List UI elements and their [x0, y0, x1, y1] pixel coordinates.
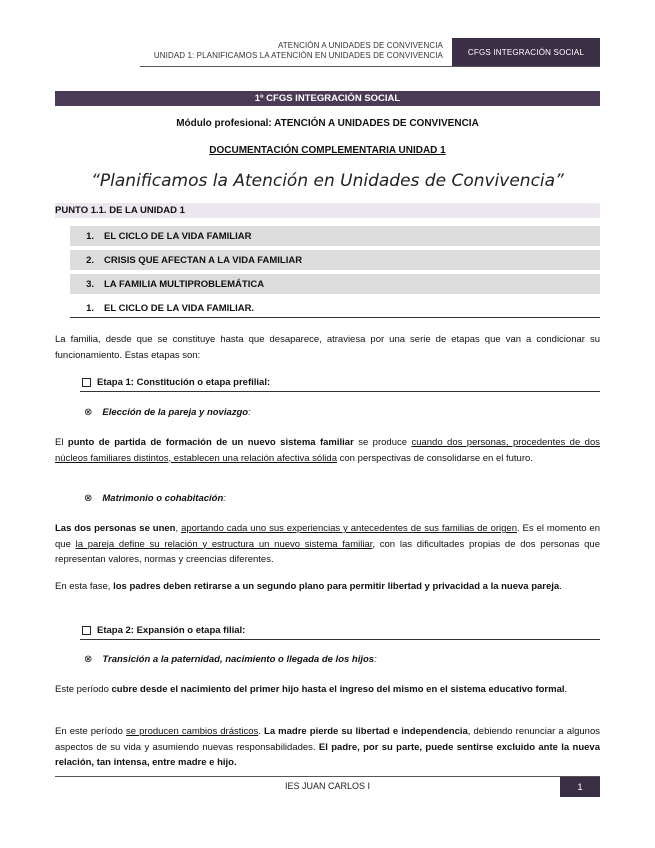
subheading-1: ⊗ Elección de la pareja y noviazgo :: [84, 407, 251, 418]
subheading-1-label: Elección de la pareja y noviazgo: [102, 407, 249, 418]
main-title: “Planificamos la Atención en Unidades de Convivencia”: [91, 171, 564, 191]
text-run-bold: los padres deben retirarse a un segundo plano para permitir libertad y privacidad a la nueva pareja: [113, 581, 560, 592]
toc-label: EL CICLO DE LA VIDA FAMILIAR: [104, 230, 252, 242]
etapa-1-label: Etapa 1: Constitución o etapa prefilial:: [97, 376, 271, 388]
toc-item-2: [70, 250, 600, 270]
footer-divider: [55, 776, 600, 777]
text-run-underlined: cuando dos personas, procedentes de dos núcleos familiares distintos, establecen una relación afectiva sólida: [55, 437, 600, 464]
paragraph-3: [55, 579, 600, 595]
header-line-2: UNIDAD 1: PLANIFICAMOS LA ATENCIÓN EN UNIDADES DE CONVIVENCIA: [153, 51, 443, 60]
etapa-2-divider: [80, 639, 600, 640]
etapa-1-divider: [80, 391, 600, 392]
etapa-2-label: Etapa 2: Expansión o etapa filial:: [97, 624, 246, 636]
doc-title: DOCUMENTACIÓN COMPLEMENTARIA UNIDAD 1: [209, 145, 446, 156]
text-run: con perspectivas de consolidarse en el futuro.: [337, 452, 533, 464]
circled-x-icon: ⊗: [84, 493, 93, 504]
text-run-underlined: se producen cambios drásticos: [126, 726, 259, 737]
course-band: 1º CFGS INTEGRACIÓN SOCIAL: [55, 91, 600, 106]
text-run: En este período: [55, 726, 127, 737]
text-run-underlined: aportando cada uno sus experiencias y antecedentes de sus familias de origen: [181, 523, 517, 534]
text-run: , con las dificultades propias de dos personas que representan valores, normas y creencias diferentes.: [55, 538, 600, 565]
text-run-bold: cubre desde el nacimiento del primer hijo hasta el ingreso del mismo en el sistema educativo formal: [111, 684, 565, 695]
text-run-bold: El padre, por su parte, puede sentirse excluido ante la nueva relación, tan intensa, entre madre e hijo.: [55, 741, 600, 768]
toc-item-3: [70, 274, 600, 294]
text-run: , debiendo renunciar a algunos aspectos de su vida y asumiendo nuevas responsabilidades.: [55, 726, 600, 753]
subheading-3: ⊗ Transición a la paternidad, nacimiento o llegada de los hijos :: [84, 654, 377, 665]
running-header: [154, 41, 443, 61]
subheading-2: ⊗ Matrimonio o cohabitación :: [84, 493, 226, 504]
paragraph-5: [55, 724, 600, 771]
paragraph-4: [55, 682, 600, 698]
footer-school: IES JUAN CARLOS I: [284, 781, 371, 791]
text-run-underlined: la pareja define su relación y estructura un nuevo sistema familiar: [75, 538, 373, 550]
text-run-bold: La madre pierde su libertad e independencia: [264, 726, 468, 737]
paragraph-2: [55, 521, 600, 568]
circled-x-icon: ⊗: [84, 654, 93, 665]
toc-num: 1.: [86, 230, 94, 242]
header-badge: CFGS INTEGRACIÓN SOCIAL: [452, 38, 600, 66]
text-run: Este período: [55, 684, 112, 695]
header-divider: [140, 66, 600, 67]
text-run: El: [55, 437, 68, 448]
etapa-1-heading: [80, 374, 600, 390]
text-run: .: [258, 726, 265, 737]
circled-x-icon: ⊗: [84, 407, 93, 418]
subheading-3-label: Transición a la paternidad, nacimiento o llegada de los hijos: [102, 654, 375, 665]
page-number: 1: [560, 777, 600, 797]
toc-item-1: [70, 226, 600, 246]
text-run-bold: Las dos personas se unen: [55, 523, 176, 534]
paragraph-1: [55, 435, 600, 466]
toc-num: 3.: [86, 278, 94, 290]
text-run-bold: punto de partida de formación de un nuevo sistema familiar: [67, 437, 354, 448]
text-run: se produce: [353, 437, 412, 448]
section-num: 1.: [86, 302, 94, 314]
toc-label: CRISIS QUE AFECTAN A LA VIDA FAMILIAR: [104, 254, 303, 266]
text-run: .: [559, 581, 562, 592]
header-line-1: ATENCIÓN A UNIDADES DE CONVIVENCIA: [277, 41, 443, 50]
text-run: .: [564, 684, 568, 695]
toc-label: LA FAMILIA MULTIPROBLEMÁTICA: [104, 278, 265, 290]
punto-heading: PUNTO 1.1. DE LA UNIDAD 1: [55, 203, 600, 218]
text-run: . Es el momento en que: [55, 523, 600, 550]
etapa-2-heading: [80, 622, 600, 638]
intro-paragraph: La familia, desde que se constituye hasta que desaparece, atraviesa por una serie de etapas que van a condicionar su funcionamiento. Estas etapas son:: [55, 334, 600, 361]
section-divider: [70, 317, 600, 318]
subheading-2-label: Matrimonio o cohabitación: [102, 493, 224, 504]
toc-num: 2.: [86, 254, 94, 266]
checkbox-icon: [82, 626, 91, 635]
module-title: Módulo profesional: ATENCIÓN A UNIDADES DE CONVIVENCIA: [176, 118, 479, 129]
checkbox-icon: [82, 378, 91, 387]
text-run: En esta fase,: [55, 581, 114, 592]
text-run: ,: [175, 523, 182, 534]
section-label: EL CICLO DE LA VIDA FAMILIAR.: [104, 302, 255, 314]
section-heading: [70, 299, 600, 317]
